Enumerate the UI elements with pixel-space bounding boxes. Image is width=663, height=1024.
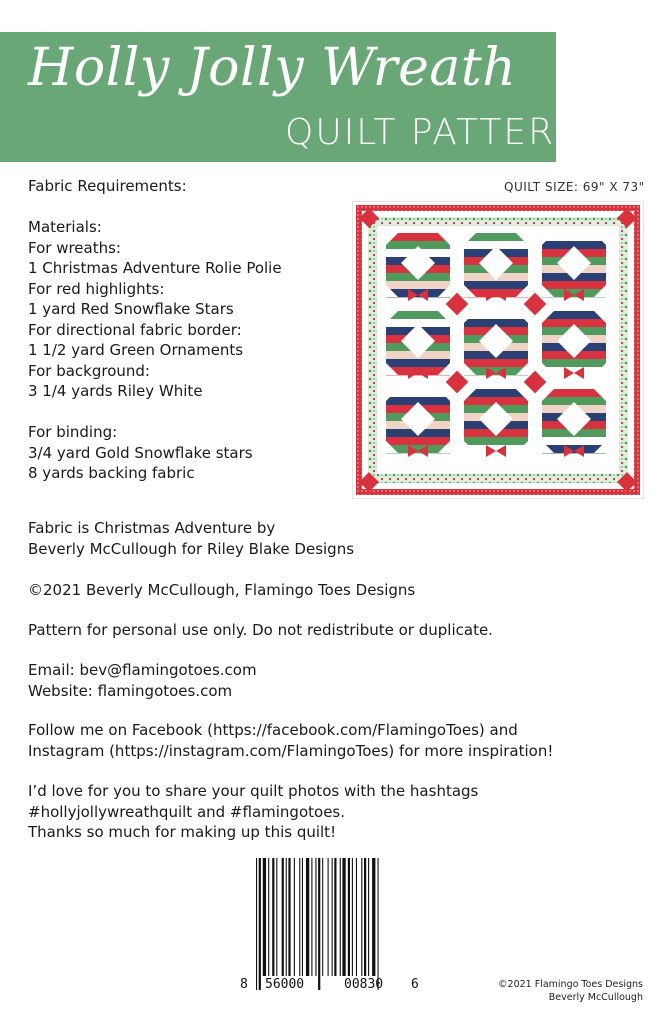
quilt-image [352,201,644,499]
wreath-block [386,233,450,301]
barcode-bar [282,858,284,976]
fabric-requirements [28,176,282,484]
req-line: For background: [28,361,150,380]
contact-info [28,660,257,701]
wreath-block [386,311,450,379]
req-line: Materials: [28,218,102,236]
info-line: ©2021 Beverly McCullough, Flamingo Toes Designs [28,581,416,599]
req-line: 1 Christmas Adventure Rolie Polie [28,259,282,277]
wreath-block [542,233,606,301]
footer-line: Beverly McCullough [548,992,643,1003]
wreath-block [464,311,528,379]
info-line: Instagram (https://instagram.com/FlamingoToes) for more inspiration! [28,741,554,760]
wreath-block [464,389,528,457]
barcode-digit: 6 [411,977,419,992]
req-line: For wreaths: [28,238,121,257]
barcode-bar [259,858,261,990]
barcode-bar [322,858,323,976]
barcode-digit: 56000 [265,977,305,992]
barcode-bar [352,858,353,976]
barcode-bar [306,858,309,976]
copyright-line [28,580,415,601]
req-line: For directional fabric border: [28,320,242,339]
info-line: Beverly McCullough for Riley Blake Designs [28,539,355,558]
barcode-bar [299,858,300,976]
quilt-size-label: QUILT SIZE: 69" X 73" [504,180,645,194]
barcode-digit: 8 [240,977,248,992]
barcode-bar [361,858,362,976]
barcode-bar [332,858,333,976]
req-line: Fabric Requirements: [28,177,187,195]
barcode-bar [318,858,320,990]
req-line: 8 yards backing fabric [28,464,195,482]
barcode-bar [342,858,345,976]
social-links [28,720,553,761]
info-line: Follow me on Facebook (https://facebook.com/FlamingoToes) and [28,721,518,739]
req-line: For binding: [28,423,118,441]
footer-credit [498,978,643,1004]
req-line: 3 1/4 yards Riley White [28,382,203,400]
wreath-block [542,389,606,457]
info-line: Pattern for personal use only. Do not redistribute or duplicate. [28,621,493,639]
barcode-bar [272,858,274,976]
barcode-bar [294,858,295,976]
barcode-bar [311,858,312,976]
info-line: Thanks so much for making up this quilt! [28,823,337,841]
barcode-bar [328,858,329,976]
footer-line: ©2021 Flamingo Toes Designs [498,979,643,990]
barcode-bar [364,858,366,976]
barcode-bar [302,858,303,976]
hashtag-message [28,781,478,843]
pattern-title: Holly Jolly Wreath [28,38,517,98]
barcode-bar [256,858,257,990]
wreath-block [542,311,606,379]
barcode-digit: 00830 [344,977,384,992]
email-line: Email: bev@flamingotoes.com [28,661,257,679]
fabric-credit [28,518,354,559]
barcode-bar [263,858,266,976]
info-line: I’d love for you to share your quilt photos with the hashtags [28,782,479,800]
req-line: 1 yard Red Snowflake Stars [28,300,234,318]
barcode-bar [286,858,287,976]
info-line: #hollyjollywreathquilt and #flamingotoes. [28,802,345,821]
usage-notice [28,620,493,641]
req-line [28,402,282,423]
wreath-block [464,233,528,301]
barcode-bar [315,858,316,976]
barcode-bar [340,858,341,976]
barcode-bar [378,858,379,990]
req-line [28,197,282,218]
barcode-bar [276,858,277,976]
wreath-block [386,389,450,457]
info-line: Fabric is Christmas Adventure by [28,519,276,537]
barcode-bar [288,858,290,976]
req-line: For red highlights: [28,279,165,298]
req-line: 1 1/2 yard Green Ornaments [28,341,244,359]
barcode-bar [268,858,269,976]
barcode-bar [334,858,336,976]
website-line: Website: flamingotoes.com [28,681,233,700]
barcode-bar [356,858,357,976]
pattern-subtitle: QUILT PATTERN [285,112,585,153]
req-line: 3/4 yard Gold Snowflake stars [28,443,253,462]
barcode-bar [348,858,350,976]
barcode-bar [372,858,375,976]
barcode [252,858,424,996]
barcode-bar [368,858,369,976]
